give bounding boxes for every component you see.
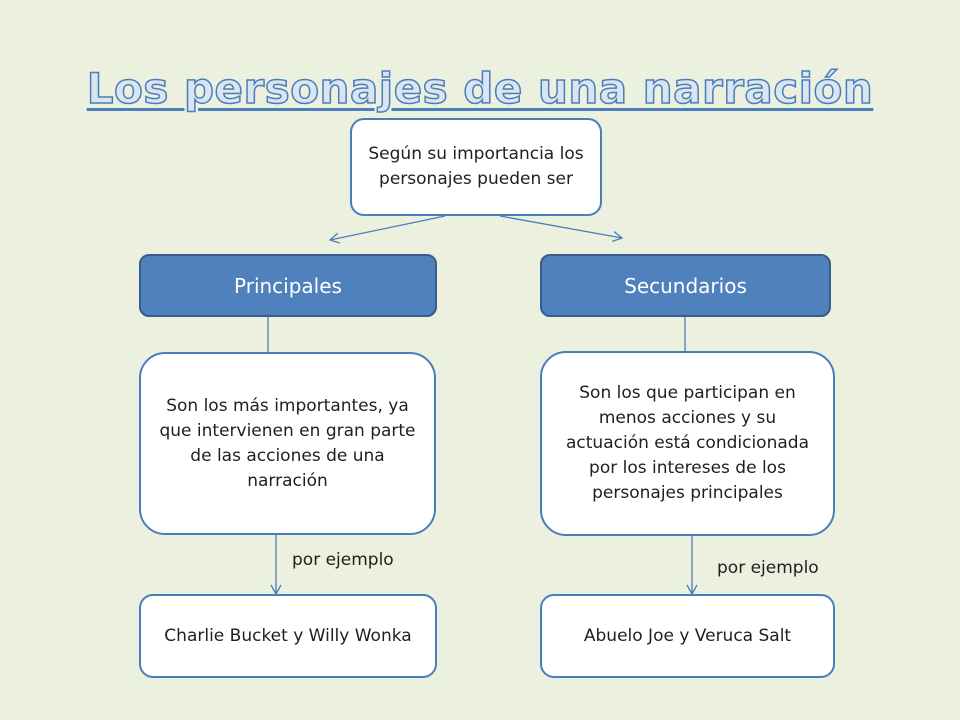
principales-node [139, 254, 437, 317]
root-to-principales-arrow [330, 216, 445, 240]
secundarios-example-node [540, 594, 835, 678]
principales-example-text: Charlie Bucket y Willy Wonka [164, 625, 412, 646]
root-node [350, 118, 602, 216]
principales-description-node [139, 352, 436, 535]
secundarios-node [540, 254, 831, 317]
root-node-text: Según su importancia los personajes pueden ser [368, 144, 584, 189]
secundarios-label: Secundarios [624, 273, 747, 298]
principales-example-node [139, 594, 437, 678]
secundarios-description-text: Son los que participan en menos acciones y su actuación está condicionada por los intereses de los personajes principales [566, 383, 809, 503]
principales-label: Principales [234, 273, 342, 298]
secundarios-description-node [540, 351, 835, 536]
principales-description-text: Son los más importantes, ya que intervienen en gran parte de las acciones de una narración [159, 395, 416, 491]
secundarios-example-text: Abuelo Joe y Veruca Salt [583, 625, 792, 646]
slide-title: Los personajes de una narración [86, 64, 874, 113]
secundarios-link-label: por ejemplo [717, 558, 819, 578]
principales-link-label: por ejemplo [292, 550, 394, 570]
root-to-secundarios-arrow [500, 216, 622, 238]
